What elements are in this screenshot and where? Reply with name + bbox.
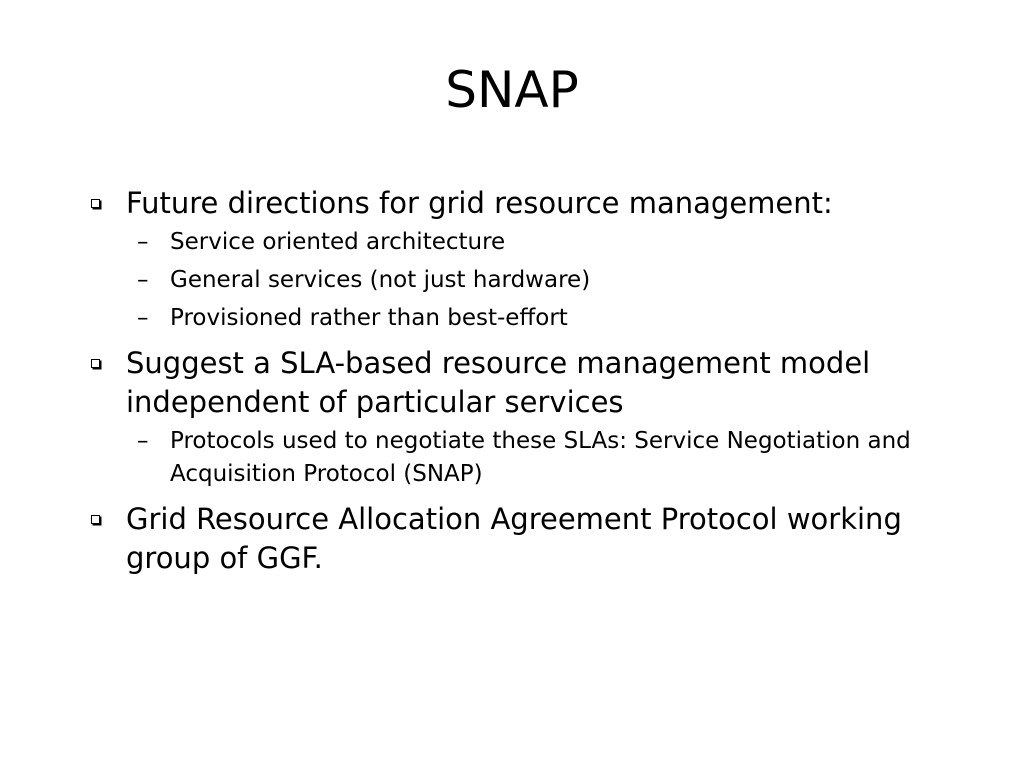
bullet-item <box>0 500 1024 578</box>
bullet-text: Future directions for grid resource management: <box>126 186 833 220</box>
sub-bullet-text: Service oriented architecture <box>170 229 506 255</box>
square-bullet-icon <box>91 515 100 524</box>
dash-bullet-icon: – <box>137 305 149 331</box>
bullet-item <box>0 344 1024 422</box>
sub-bullet-text: Protocols used to negotiate these SLAs: Service Negotiation and Acquisition Protocol (SNAP) <box>170 428 911 487</box>
sub-bullet-text: Provisioned rather than best-effort <box>170 305 568 331</box>
slide-title: SNAP <box>445 61 579 119</box>
sub-bullet-item <box>0 264 1024 297</box>
sub-bullet-item <box>0 226 1024 259</box>
dash-bullet-icon: – <box>137 267 149 293</box>
bullet-list <box>0 184 1024 580</box>
square-bullet-icon <box>91 199 100 208</box>
dash-bullet-icon: – <box>137 229 149 255</box>
sub-bullet-item <box>0 302 1024 335</box>
dash-bullet-icon: – <box>137 428 149 454</box>
bullet-text: Suggest a SLA-based resource management model independent of particular services <box>126 346 871 419</box>
sub-bullet-item <box>0 425 1024 491</box>
square-bullet-icon <box>91 359 100 368</box>
bullet-item <box>0 184 1024 223</box>
bullet-text: Grid Resource Allocation Agreement Protocol working group of GGF. <box>126 502 902 575</box>
sub-bullet-text: General services (not just hardware) <box>170 267 591 293</box>
